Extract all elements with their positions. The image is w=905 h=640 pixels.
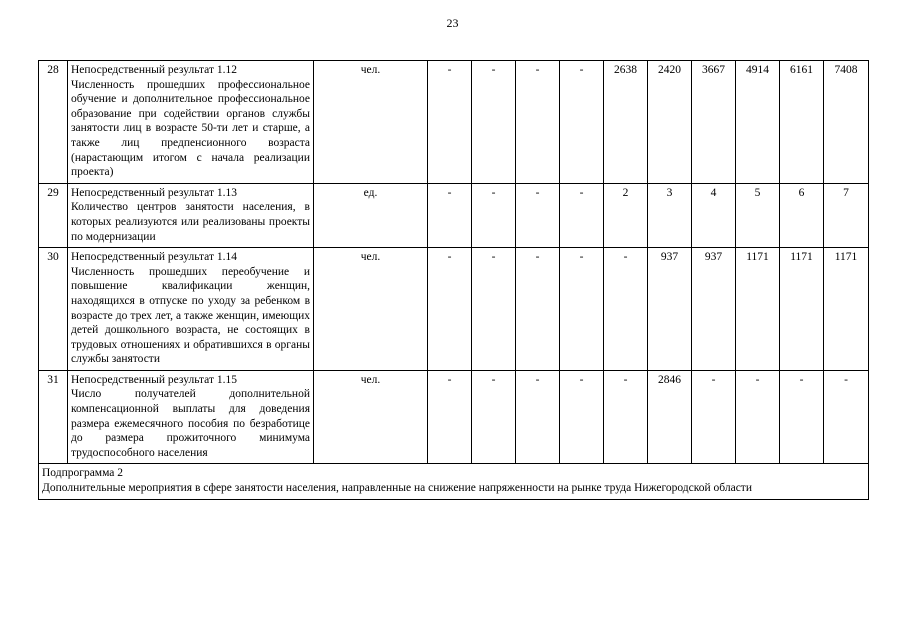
- unit-cell: чел.: [314, 370, 428, 464]
- value-cell: 3667: [692, 61, 736, 184]
- subprogram-title: Дополнительные мероприятия в сфере занятости населения, направленные на снижение напряженности на рынке труда Нижегородской области: [42, 482, 752, 495]
- value-cell: 2846: [648, 370, 692, 464]
- table-row: [39, 183, 869, 247]
- value-cell: -: [560, 61, 604, 184]
- unit-cell: чел.: [314, 248, 428, 371]
- value-cell: -: [428, 370, 472, 464]
- value-cell: -: [472, 61, 516, 184]
- value-cell: 4914: [736, 61, 780, 184]
- value-cell: -: [428, 248, 472, 371]
- value-cell: 6: [780, 183, 824, 247]
- result-title: Непосредственный результат 1.14: [71, 251, 238, 264]
- value-cell: -: [472, 183, 516, 247]
- result-title: Непосредственный результат 1.15: [71, 373, 238, 386]
- table-row: [39, 370, 869, 464]
- subprogram-row: [39, 464, 869, 499]
- value-cell: -: [560, 183, 604, 247]
- value-cell: 7: [824, 183, 869, 247]
- results-table: [38, 60, 869, 500]
- value-cell: 7408: [824, 61, 869, 184]
- result-text: Численность прошедших профессиональное обучение и дополнительное профессиональное образование при содействии органов службы занятости лиц в возрасте 50-ти лет и старше, а также лиц предпенсионного возраста (нарастающим итогом с начала реализации проекта): [71, 78, 310, 179]
- value-cell: -: [516, 248, 560, 371]
- row-description: [68, 248, 314, 371]
- value-cell: 5: [736, 183, 780, 247]
- unit-cell: ед.: [314, 183, 428, 247]
- value-cell: -: [472, 370, 516, 464]
- result-text: Количество центров занятости населения, в которых реализуются или реализованы проекты по модернизации: [71, 201, 310, 243]
- value-cell: -: [516, 183, 560, 247]
- page-number: 23: [446, 16, 459, 30]
- value-cell: -: [780, 370, 824, 464]
- unit-cell: чел.: [314, 61, 428, 184]
- subprogram-cell: [39, 464, 869, 499]
- value-cell: 4: [692, 183, 736, 247]
- result-text: Число получателей дополнительной компенсационной выплаты для доведения размера ежемесячного пособия по безработице до размера прожиточного минимума трудоспособного населения: [71, 388, 310, 459]
- value-cell: -: [428, 61, 472, 184]
- value-cell: 2: [604, 183, 648, 247]
- value-cell: -: [824, 370, 869, 464]
- value-cell: -: [560, 370, 604, 464]
- subprogram-label: Подпрограмма 2: [42, 467, 124, 480]
- value-cell: -: [560, 248, 604, 371]
- value-cell: -: [516, 61, 560, 184]
- value-cell: 6161: [780, 61, 824, 184]
- row-number: 28: [39, 61, 68, 184]
- result-title: Непосредственный результат 1.12: [71, 64, 238, 76]
- table-row: [39, 248, 869, 371]
- row-number: 31: [39, 370, 68, 464]
- value-cell: -: [692, 370, 736, 464]
- value-cell: -: [516, 370, 560, 464]
- row-number: 29: [39, 183, 68, 247]
- value-cell: -: [428, 183, 472, 247]
- value-cell: 937: [692, 248, 736, 371]
- value-cell: 1171: [736, 248, 780, 371]
- result-text: Численность прошедших переобучение и повышение квалификации женщин, находящихся в отпуске по уходу за ребенком в возрасте до трех лет, а также женщин, имеющих детей дошкольного возраста, не состоящих в трудовых отношениях и обратившихся в органы службы занятости: [71, 265, 310, 366]
- value-cell: 3: [648, 183, 692, 247]
- value-cell: -: [604, 248, 648, 371]
- row-number: 30: [39, 248, 68, 371]
- result-title: Непосредственный результат 1.13: [71, 186, 238, 199]
- value-cell: 1171: [824, 248, 869, 371]
- row-description: [68, 370, 314, 464]
- value-cell: -: [472, 248, 516, 371]
- value-cell: 1171: [780, 248, 824, 371]
- value-cell: 2638: [604, 61, 648, 184]
- value-cell: -: [736, 370, 780, 464]
- value-cell: 2420: [648, 61, 692, 184]
- value-cell: -: [604, 370, 648, 464]
- value-cell: 937: [648, 248, 692, 371]
- table-row: [39, 61, 869, 184]
- row-description: [68, 183, 314, 247]
- row-description: [68, 61, 314, 184]
